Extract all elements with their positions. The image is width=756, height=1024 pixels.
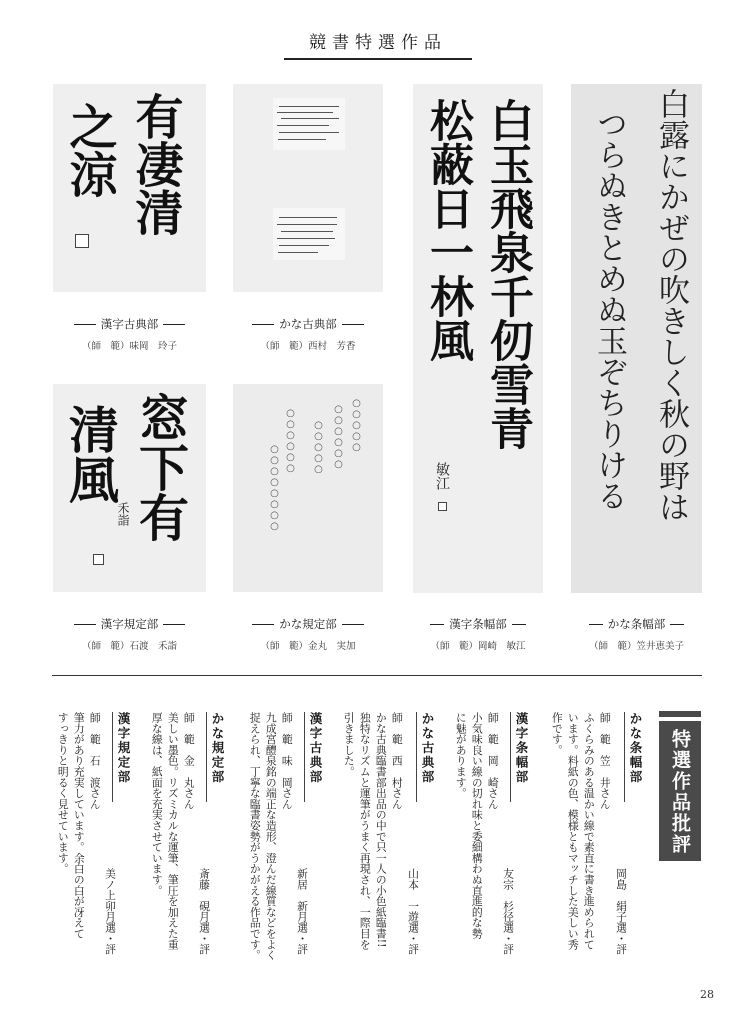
critique-heading-rule: [304, 712, 305, 802]
critique-dept-heading: 漢字規定部: [116, 712, 131, 785]
critique-heading-rule: [206, 712, 207, 802]
kana-sheet: [273, 98, 345, 150]
critique-text: 師 範 西 村さん: [390, 712, 404, 810]
calligraphy-column: 之涼: [61, 102, 117, 198]
calligraphy-column: 白玉飛泉千仞雪青: [482, 98, 533, 450]
seal-icon: [93, 554, 104, 565]
critique-text: 師 範 石 渡さん: [88, 712, 102, 810]
calligraphy-column: 有凄清: [127, 92, 183, 236]
artwork-kana-scroll: [571, 84, 702, 593]
critique-judge: 友宗 杉径選・評: [502, 868, 515, 955]
artist-signature: 敏江: [434, 462, 450, 490]
critique-judge: 岡島 絹子選・評: [615, 868, 628, 955]
critique-heading-rule: [112, 712, 113, 802]
seal-icon: [438, 502, 447, 511]
critique-text: ふくらみのある温かい線で素直に書き進められて: [582, 712, 596, 950]
page-number: 28: [700, 988, 714, 1001]
critique-text: 師 範 岡 崎さん: [486, 712, 500, 810]
critique-judge: 斎藤 硯月選・評: [198, 868, 211, 955]
critique-text: 筆力があり充実しています。余白の白が冴えて: [72, 712, 86, 939]
section-divider: [52, 675, 702, 676]
critique-judge: 美ノ上卯月選・評: [104, 868, 117, 955]
artist-signature: 禾詣: [116, 502, 130, 526]
critique-text: 作です。: [550, 712, 564, 756]
critique-text: 師 範 金 丸さん: [182, 712, 196, 810]
artwork-kana-standard: ○○○○○ ○○○○○○ ○○○○○ ○○○○○○ ○○○○○○○○: [233, 384, 383, 592]
critique-dept-heading: 漢字条幅部: [514, 712, 529, 785]
page-title: 競書特選作品: [284, 30, 472, 60]
critique-text: 師 範 笠 井さん: [598, 712, 612, 810]
artwork-kanji-standard: [53, 384, 206, 592]
critique-text: すっきりと明るく見せています。: [56, 712, 70, 874]
artwork-kanji-classic: [53, 84, 206, 292]
critique-text: に魅があります。: [454, 712, 468, 799]
critique-judge: 山本 一遊選・評: [407, 868, 420, 955]
critique-text: 師 範 味 岡さん: [280, 712, 294, 810]
work-artist: （師 範）西村 芳香: [260, 341, 356, 352]
work-artist: （師 範）石渡 禾詣: [81, 641, 177, 652]
critique-dept-heading: かな条幅部: [628, 712, 643, 785]
critique-text: 厚な線は、紙面を充実させています。: [150, 712, 164, 896]
critique-heading: 特選作品批評: [659, 721, 701, 861]
work-artist: （師 範）味岡 玲子: [81, 341, 177, 352]
work-artist: （師 範）笠井恵美子: [588, 641, 684, 652]
calligraphy-column: 白露にかぜの吹きしく秋の野は: [653, 88, 689, 522]
critique-dept-heading: 漢字古典部: [308, 712, 323, 785]
critique-judge: 新居 新月選・評: [296, 868, 309, 955]
calligraphy-column: 清風: [61, 404, 120, 504]
critique-heading-bar: [659, 711, 701, 717]
critique-dept-heading: かな規定部: [210, 712, 225, 785]
critique-text: 九成宮醴泉銘の端正な造形、澄んだ線質などをよく: [264, 712, 278, 961]
work-department-label: 漢字古典部: [53, 316, 206, 332]
critique-heading-rule: [624, 712, 625, 802]
calligraphy-column: つらぬきとめぬ玉ぞちりける: [591, 108, 627, 511]
artwork-kanji-scroll: [413, 84, 543, 593]
critique-dept-heading: かな古典部: [420, 712, 435, 785]
critique-text: かな古典臨書部出品の中で只一人の小色紙臨書!!: [374, 712, 388, 948]
critique-heading-rule: [416, 712, 417, 802]
work-department-label: かな条幅部: [571, 616, 702, 632]
critique-heading-rule: [510, 712, 511, 802]
work-department-label: 漢字条幅部: [413, 616, 543, 632]
seal-icon: [75, 234, 89, 248]
calligraphy-column: 窓下有: [131, 392, 190, 542]
work-department-label: 漢字規定部: [53, 616, 206, 632]
critique-text: います。料紙の色、模様ともマッチした美しい秀: [566, 712, 580, 950]
artwork-kana-classic: [233, 84, 383, 292]
critique-text: 捉えられ、丁寧な臨書姿勢がうかがえる作品です。: [248, 712, 262, 961]
work-department-label: かな古典部: [233, 316, 383, 332]
critique-text: 美しい墨色。リズミカルな運筆、筆圧を加えた重: [166, 712, 180, 950]
calligraphy-column: 松蔽日一林風: [422, 98, 473, 362]
kana-sheet: [273, 208, 345, 260]
work-artist: （師 範）金丸 実加: [260, 641, 356, 652]
work-artist: （師 範）岡崎 敏江: [430, 641, 526, 652]
work-department-label: かな規定部: [233, 616, 383, 632]
critique-text: 小気味良い線の切れ味と委細構わぬ直進的な勢: [470, 712, 484, 939]
critique-text: 独特なリズムと運筆がうまく再現され、一際目を: [358, 712, 372, 950]
critique-text: 引きました。: [342, 712, 356, 777]
